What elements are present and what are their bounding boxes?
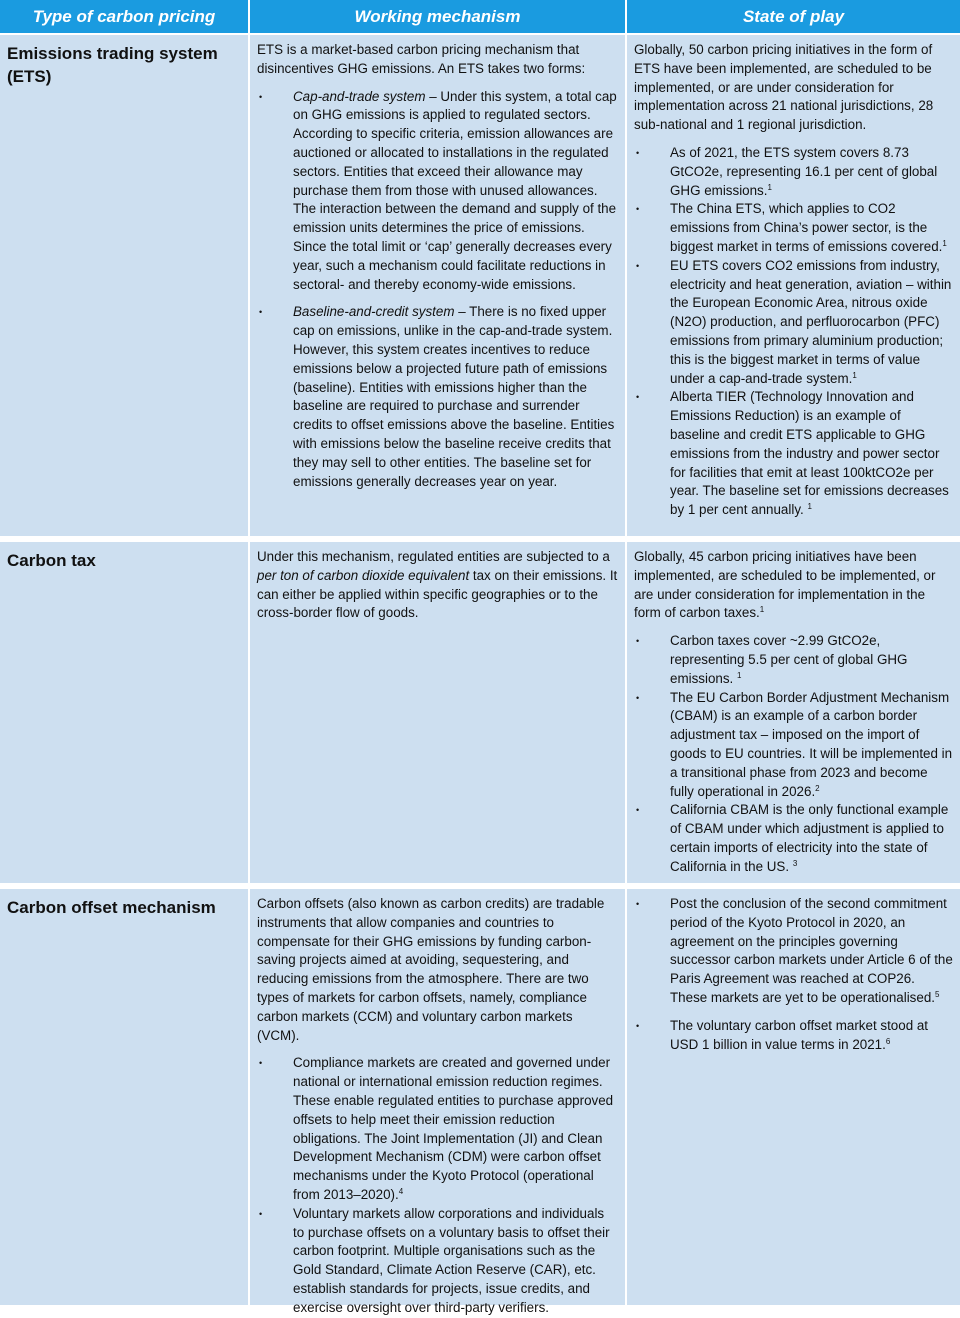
table-header [0, 0, 960, 33]
list-item-text: Alberta TIER (Technology Innovation and Emissions Reduction) is an example of baseline and credit ETS applicable to GHG emissions from the industry and power sector for facilities that emit at least 100ktCO2e per year. The baseline set for emissions decreases by 1 per cent annually. [670, 389, 949, 518]
mechanism-intro: ETS is a market-based carbon pricing mechanism that disincentives GHG emissions. An ETS takes two forms: [257, 42, 586, 76]
mechanism-list [257, 1054, 618, 1317]
list-item-text: – Under this system, a total cap on GHG emissions is applied to regulated sectors. According to specific criteria, emission allowances are auctioned or allocated to installations in the regulated sectors. Entities that exceed their allowance may purchase them from those with unused allowances. The interaction between the demand and supply of the emission units determines the price of emissions. Since the total limit or ‘cap’ generally decreases every year, such a mechanism could facilitate reductions in sectoral- and thereby economy-wide emissions. [293, 88, 617, 292]
state-list [634, 895, 953, 1054]
state-intro: Globally, 50 carbon pricing initiatives in the form of ETS have been implemented, are scheduled to be implemented, or are under consideration for implementation across 21 national jurisdictions, 28 sub-national and 1 regional jurisdiction. [634, 42, 934, 133]
text-emphasis: per ton of carbon dioxide equivalent [257, 567, 470, 583]
list-item [257, 1054, 618, 1204]
footnote-ref: 1 [807, 502, 812, 512]
footnote-ref: 1 [736, 670, 742, 680]
table-row-offset [0, 889, 960, 1315]
footnote-ref: 2 [815, 783, 820, 793]
table-row-tax [0, 542, 960, 883]
mechanism-list [257, 88, 618, 492]
header-type: Type of carbon pricing [0, 0, 248, 33]
text-part: Globally, 45 carbon pricing initiatives have been implemented, are scheduled to be implemented, or are under consideration for implementation in the form of carbon taxes. [634, 549, 936, 621]
list-item-text: As of 2021, the ETS system covers 8.73 GtCO2e, representing 16.1 per cent of global GHG emissions. [670, 144, 938, 198]
type-cell [0, 542, 248, 883]
state-list [634, 632, 953, 876]
list-item-text: – There is no fixed upper cap on emissions, unlike in the cap-and-trade system. However, this system creates incentives to reduce emissions below a projected future path of emissions (baseline). Entities with emissions higher than the baseline are required to purchase and surrender credits to offset emissions above the baseline. Entities with emissions below the baseline receive credits that they may sell to other entities. The baseline set for emissions generally decreases year on year. [293, 304, 615, 489]
list-item [634, 1017, 953, 1055]
list-item-text: EU ETS covers CO2 emissions from industry, electricity and heat generation, aviation – within the European Economic Area, nitrous oxide (N2O) production, and perfluorocarbon (PFC) emissions from primary aluminium production; this is the biggest market in terms of value under a cap-and-trade system. [670, 257, 952, 386]
mechanism-text [257, 548, 618, 623]
list-item [634, 200, 953, 256]
type-cell [0, 889, 248, 1305]
list-item [634, 689, 953, 802]
list-item [634, 632, 953, 688]
footnote-ref: 3 [792, 858, 798, 868]
state-cell [627, 889, 960, 1305]
mechanism-cell [250, 35, 625, 536]
state-cell [627, 35, 960, 536]
mechanism-intro: Carbon offsets (also known as carbon credits) are tradable instruments that allow companies and countries to compensate for their GHG emissions by funding carbon-saving projects aimed at avoiding, sequestering, and reducing emissions from the atmosphere. There are two types of markets for carbon offsets, namely, compliance carbon markets (CCM) and voluntary carbon markets (VCM). [257, 896, 605, 1043]
footnote-ref: 6 [885, 1036, 891, 1046]
footnote-ref: 1 [942, 238, 947, 248]
state-intro [634, 548, 953, 623]
list-item-text: The voluntary carbon offset market stood at USD 1 billion in value terms in 2021. [670, 1017, 929, 1052]
footnote-ref: 1 [767, 182, 772, 192]
type-title: Carbon offset mechanism [7, 898, 216, 917]
state-cell [627, 542, 960, 883]
list-item-text: Carbon taxes cover ~2.99 GtCO2e, representing 5.5 per cent of global GHG emissions. [670, 633, 908, 686]
list-item [634, 388, 953, 520]
list-item [634, 801, 953, 876]
mechanism-cell [250, 889, 625, 1315]
list-item-text: The China ETS, which applies to CO2 emissions from China’s power sector, is the biggest market in terms of emissions covered. [670, 201, 943, 254]
table-row-ets [0, 35, 960, 536]
list-item [257, 1205, 618, 1318]
list-item-text: Compliance markets are created and governed under national or international emission reduction regimes. These enable regulated entities to purchase approved offsets to help meet their emission reduction obligations. The Joint Implementation (JI) and Clean Development Mechanism (CDM) were carbon offset mechanisms under the Kyoto Protocol (operational from 2013–2020). [293, 1055, 614, 1202]
text-part: Under this mechanism, regulated entities are subjected to a [257, 549, 610, 564]
footnote-ref: 1 [852, 370, 857, 380]
list-item [257, 303, 618, 491]
list-item [257, 88, 618, 295]
type-title: Emissions trading system (ETS) [7, 44, 218, 86]
footnote-ref: 1 [759, 605, 765, 615]
type-title: Carbon tax [7, 551, 96, 570]
list-item [634, 257, 953, 389]
header-state: State of play [627, 0, 960, 33]
state-list [634, 144, 953, 520]
header-mechanism: Working mechanism [250, 0, 625, 33]
mechanism-cell [250, 542, 625, 883]
list-item [634, 895, 953, 1008]
list-item-title: Cap-and-trade system [293, 88, 426, 104]
text-part: tax on their emissions. It can either be applied within specific geographies or to the cross-border flow of goods. [257, 567, 618, 621]
list-item-text: The EU Carbon Border Adjustment Mechanism (CBAM) is an example of a carbon border adjustment tax – imposed on the import of goods to EU countries. It will be implemented in a transitional phase from 2023 and become fully operational in 2026. [670, 689, 953, 799]
footnote-ref: 4 [398, 1186, 404, 1196]
footnote-ref: 5 [934, 989, 940, 999]
list-item [634, 144, 953, 200]
type-cell [0, 35, 248, 536]
list-item-text: California CBAM is the only functional example of CBAM under which adjustment is applied to certain imports of electricity into the state of California in the US. [670, 802, 949, 874]
list-item-text: Post the conclusion of the second commitment period of the Kyoto Protocol in 2020, an agreement on the principles governing successor carbon markets under Article 6 of the Paris Agreement was reached at COP26. These markets are yet to be operationalised. [670, 896, 953, 1005]
list-item-text: Voluntary markets allow corporations and individuals to purchase offsets on a voluntary basis to offset their carbon footprint. Multiple organisations such as the Gold Standard, Climate Action Reserve (CAR), etc. establish standards for projects, issue credits, and exercise oversight over third-party verifiers. [293, 1205, 610, 1315]
list-item-title: Baseline-and-credit system [293, 304, 455, 320]
